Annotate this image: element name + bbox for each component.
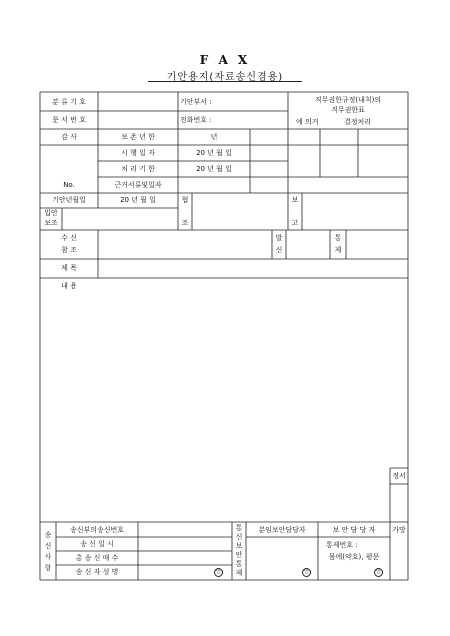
send-datetime-label: 송 신 일 시: [80, 540, 114, 548]
sender-seal-icon: 인: [214, 568, 223, 577]
reference-label: 참 조: [61, 246, 77, 254]
document-title: F A X: [199, 53, 251, 67]
control-v-2: 신: [235, 533, 243, 541]
report-label-bottom: 고: [291, 219, 299, 227]
decision-text: 결정처리: [344, 118, 372, 126]
sender-name-label: 송 신 자 성 명: [75, 568, 119, 576]
content-label: 내 용: [61, 282, 77, 290]
enforce-date-label: 시 행 일 자: [121, 149, 155, 157]
transmit-label-4: 항: [44, 564, 52, 572]
sender-number-label: 송신부의송신번호: [69, 526, 125, 534]
security-officer-label: 보 안 담 당 자: [332, 526, 376, 534]
control-v-6: 제: [235, 569, 243, 577]
recipient-label: 수 신: [61, 234, 77, 242]
total-pages-label: 총 송 신 매 수: [75, 554, 119, 562]
enforce-date-value[interactable]: 20 년 월 일: [196, 149, 232, 157]
control-label-top: 통: [334, 234, 342, 242]
security-officer-seal-icon: 인: [374, 568, 383, 577]
draft-date-value[interactable]: 20 년 월 일: [120, 196, 156, 204]
control-v-1: 통: [235, 524, 243, 532]
doc-class-label: 분 류 기 호: [52, 98, 86, 106]
doc-no-label: 문 서 번 호: [52, 116, 86, 124]
audit-label: 감 사: [61, 133, 77, 141]
basis-text: 에 의거: [296, 118, 319, 126]
sender-label-top: 발: [275, 234, 283, 242]
control-label-bottom: 제: [334, 246, 342, 254]
control-v-3: 보: [235, 542, 243, 550]
document-subtitle: 기안용지(자료송신겸용): [166, 72, 284, 83]
control-v-5: 통: [235, 560, 243, 568]
dept-security-officer-label: 분임보안담당자: [258, 526, 306, 534]
basis-doc-label: 근거서류및일자: [114, 181, 162, 189]
assist-label-1: 입안: [44, 209, 58, 217]
transmit-label-2: 신: [44, 542, 52, 550]
assist-label-2: 보조: [44, 219, 58, 227]
coop-label-top: 협: [181, 196, 189, 204]
dept-security-seal-icon: 인: [302, 568, 311, 577]
dept-label: 기안부서 :: [180, 98, 212, 106]
fair-copy-label: 정서: [392, 472, 406, 480]
phone-label: 전화번호 :: [180, 116, 212, 124]
draft-date-label: 기안년월일: [52, 196, 86, 204]
control-number-label: 통제번호 :: [326, 541, 358, 549]
authority-line1: 직무권한규정(내칙)의: [314, 96, 382, 104]
transmit-label-3: 사: [44, 553, 52, 561]
no-label: No.: [63, 181, 75, 189]
tentative-label: 가망: [392, 526, 406, 534]
sender-label-bottom: 신: [275, 246, 283, 254]
control-v-4: 안: [235, 551, 243, 559]
handle-deadline-label: 처 리 기 한: [121, 165, 155, 173]
subject-label: 제 목: [61, 264, 77, 272]
stamp-note: 몸에(약호), 평문: [328, 553, 380, 561]
report-label-top: 보: [291, 196, 299, 204]
retention-label: 보 존 년 한: [121, 133, 155, 141]
handle-deadline-value[interactable]: 20 년 월 일: [196, 165, 232, 173]
coop-label-bottom: 조: [181, 219, 189, 227]
transmit-label-1: 송: [44, 531, 52, 539]
authority-line2: 직무권한표: [331, 106, 365, 114]
content-area[interactable]: [42, 292, 388, 520]
retention-year-unit: 년: [210, 133, 218, 141]
